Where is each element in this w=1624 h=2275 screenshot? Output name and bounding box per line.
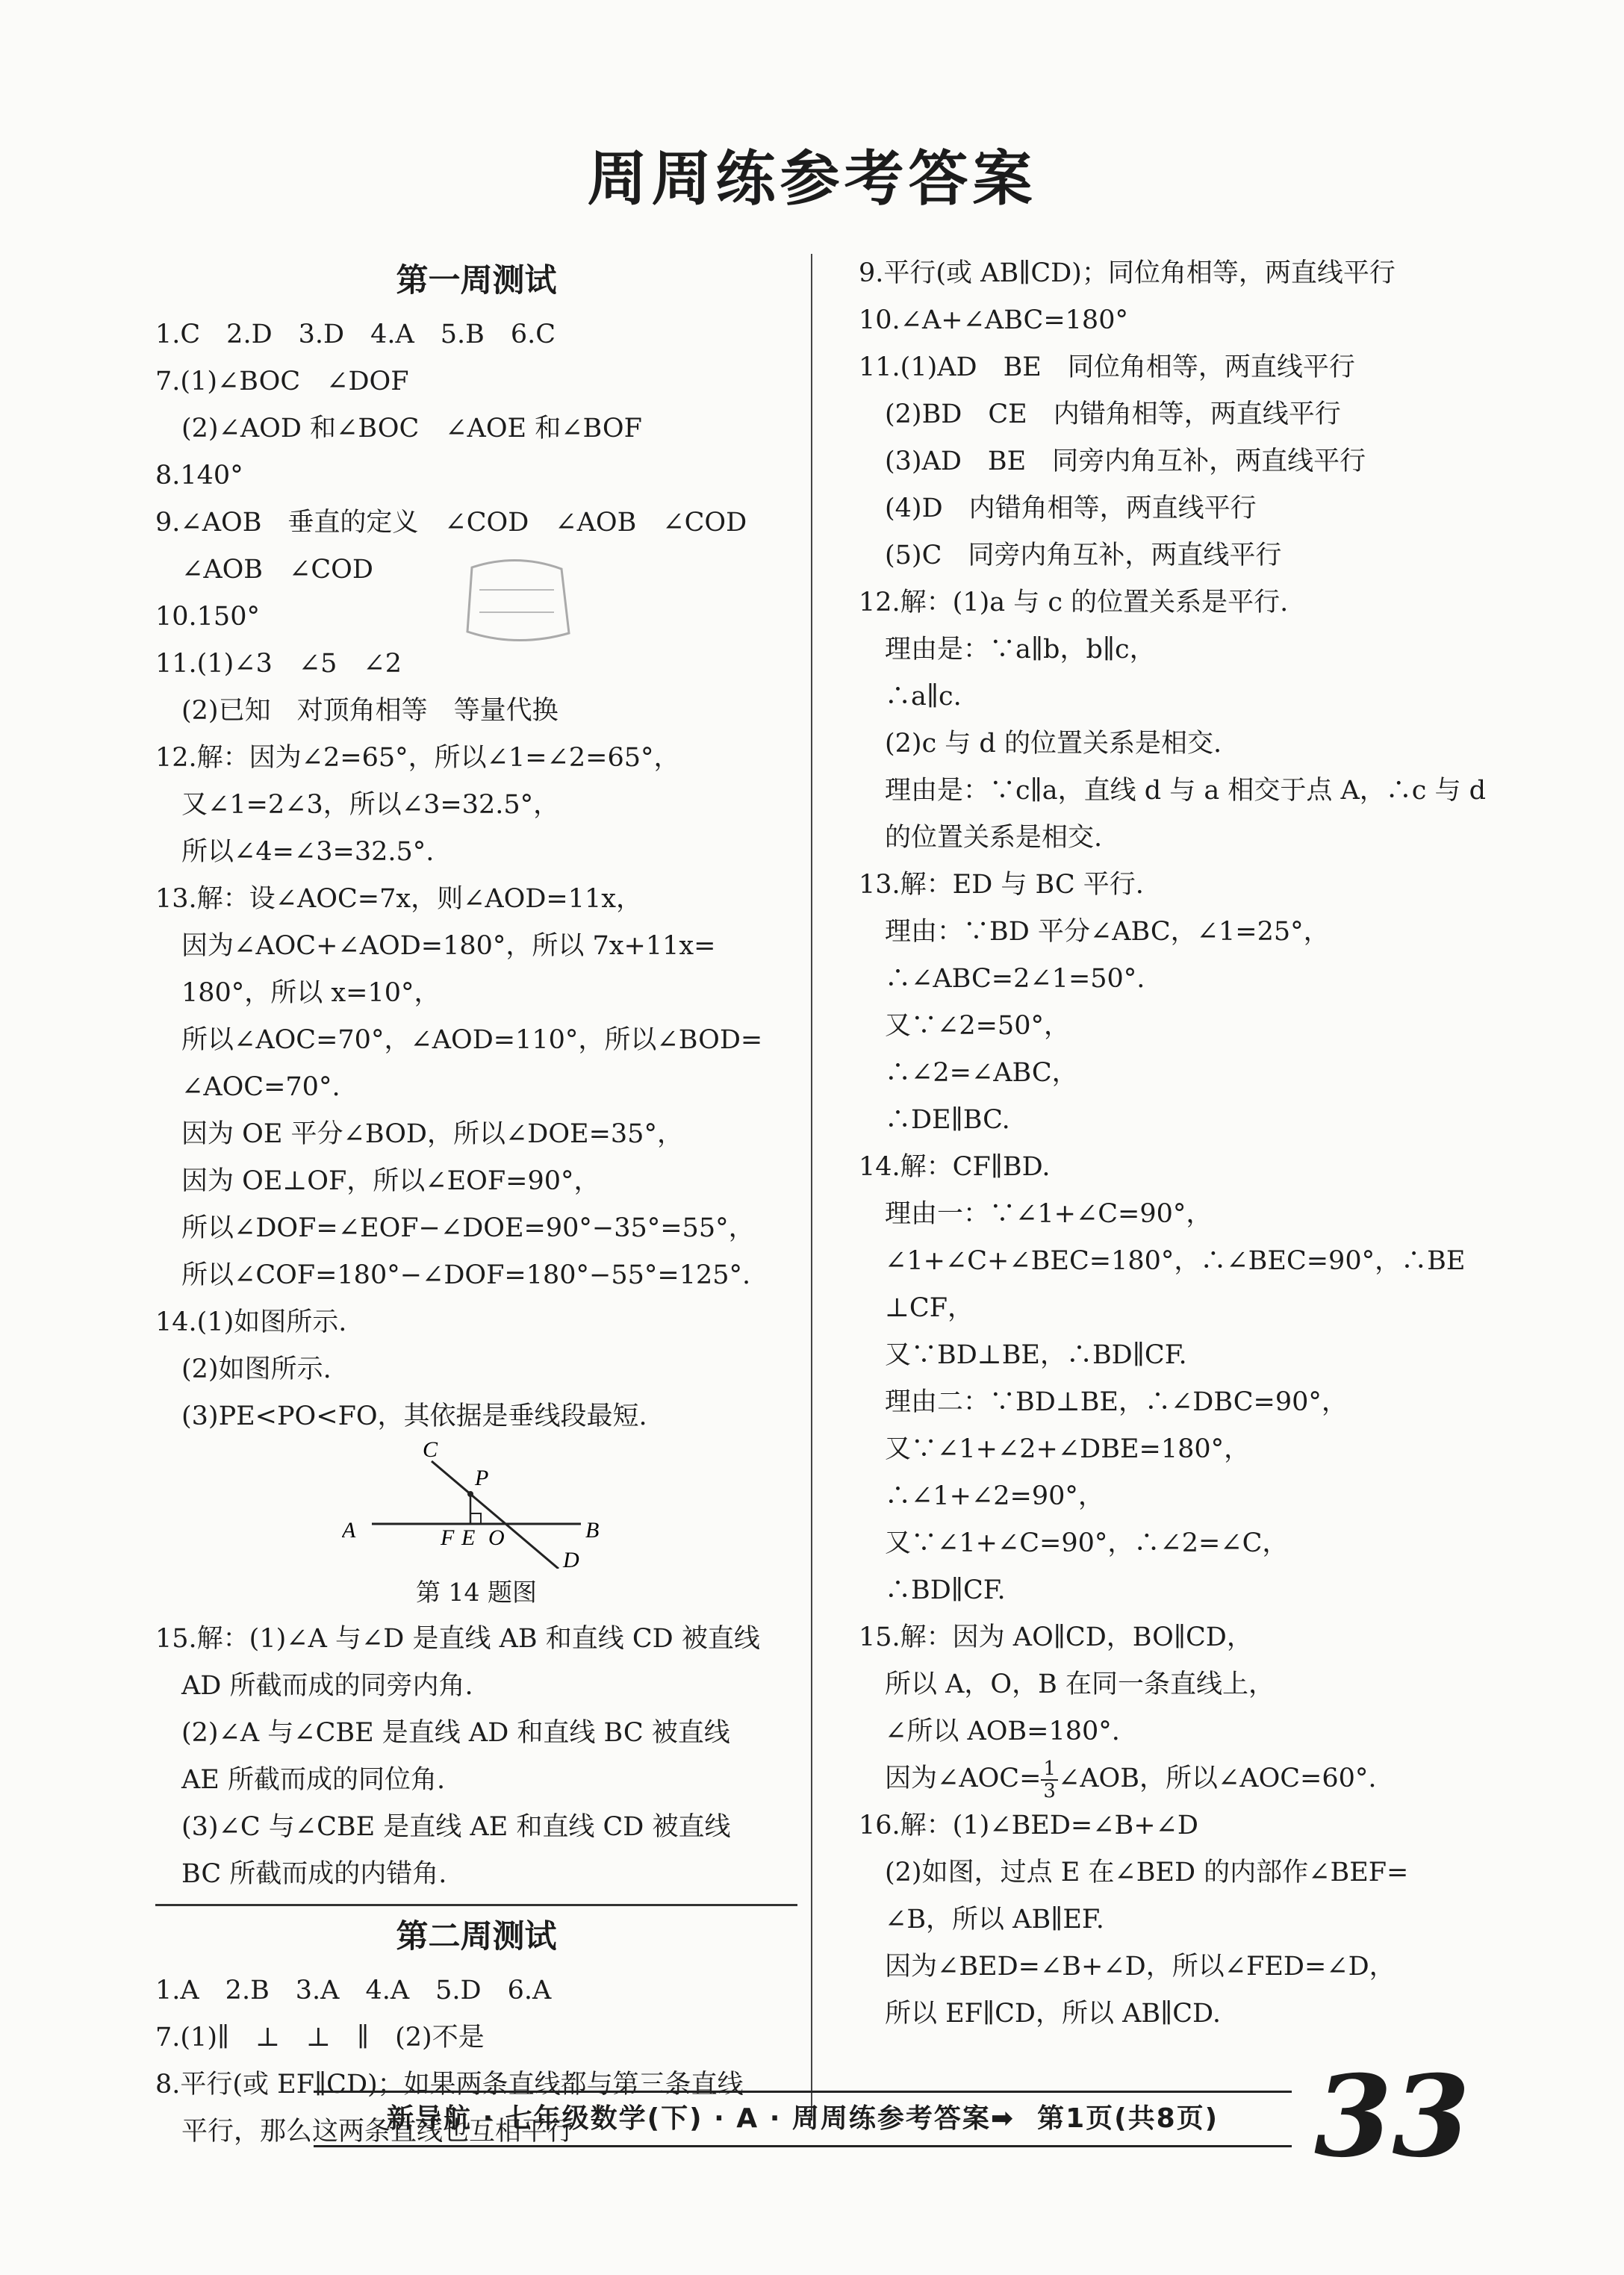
- label-d: D: [563, 1548, 579, 1569]
- answer-line: 所以∠4=∠3=32.5°.: [155, 837, 435, 867]
- page-number: 33: [1314, 2051, 1470, 2182]
- answer-line: 10.∠A+∠ABC=180°: [859, 305, 1128, 335]
- answer-line: (2)BD CE 内错角相等，两直线平行: [859, 399, 1341, 429]
- answer-line: 理由是：∵c∥a，直线 d 与 a 相交于点 A，∴c 与 d: [859, 776, 1487, 806]
- answer-line: 15.解：(1)∠A 与∠D 是直线 AB 和直线 CD 被直线: [155, 1624, 760, 1654]
- fraction-denominator: 3: [1043, 1779, 1056, 1802]
- answer-line: (2)已知 对顶角相等 等量代换: [155, 696, 559, 726]
- answer-line: 14.(1)如图所示.: [155, 1307, 347, 1337]
- footer-title: 新导航 · 七年级数学(下) · A · 周周练参考答案➡: [386, 2103, 1015, 2134]
- left-column: [155, 250, 797, 2156]
- answer-line: BC 所截而成的内错角.: [155, 1859, 447, 1889]
- answer-line: 平行，那么这两条直线也互相平行: [155, 2117, 574, 2147]
- answer-line: ∠AOC=70°.: [155, 1072, 340, 1102]
- answer-line: 因为∠BED=∠B+∠D，所以∠FED=∠D，: [859, 1952, 1396, 1982]
- answer-line: 理由：∵BD 平分∠ABC，∠1=25°，: [859, 917, 1330, 947]
- answer-line: 9.平行(或 AB∥CD)；同位角相等，两直线平行: [859, 258, 1396, 288]
- answer-line: ∴DE∥BC.: [859, 1105, 1010, 1135]
- answer-line: ∴a∥c.: [859, 682, 962, 712]
- label-a: A: [342, 1518, 356, 1543]
- fraction-numerator: 1: [1041, 1758, 1058, 1781]
- week2-heading: 第二周测试: [155, 1904, 797, 1967]
- answer-line: 1.C 2.D 3.D 4.A 5.B 6.C: [155, 320, 556, 349]
- answer-line: 8.平行(或 EF∥CD)；如果两条直线都与第三条直线: [155, 2070, 744, 2100]
- answer-line: 理由是：∵a∥b，b∥c，: [859, 635, 1156, 665]
- answer-line: 又∵∠1+∠C=90°，∴∠2=∠C，: [859, 1528, 1289, 1558]
- week2-answers-right: [859, 250, 1487, 1755]
- answer-line: (2)c 与 d 的位置关系是相交.: [859, 729, 1222, 759]
- answer-line: 所以∠DOF=∠EOF−∠DOE=90°−35°=55°，: [155, 1213, 755, 1243]
- answer-line: 11.(1)∠3 ∠5 ∠2: [155, 649, 402, 679]
- answer-line: 的位置关系是相交.: [859, 823, 1103, 853]
- answer-line: 12.解：(1)a 与 c 的位置关系是平行.: [859, 588, 1289, 617]
- answer-line: ∠所以 AOB=180°.: [859, 1717, 1120, 1746]
- answer-line: 12.解：因为∠2=65°，所以∠1=∠2=65°，: [155, 743, 680, 773]
- figure-q14: [155, 1440, 797, 1569]
- answer-line: (2)∠A 与∠CBE 是直线 AD 和直线 BC 被直线: [155, 1718, 730, 1748]
- label-f: F: [441, 1525, 455, 1550]
- week1-heading: 第一周测试: [396, 262, 557, 299]
- answer-line: 所以 EF∥CD，所以 AB∥CD.: [859, 1999, 1221, 2029]
- answer-line: (5)C 同旁内角互补，两直线平行: [859, 541, 1282, 570]
- week1-answers: [155, 311, 797, 1440]
- answer-line: 理由一：∵∠1+∠C=90°，: [859, 1199, 1213, 1229]
- answer-line: 10.150°: [155, 602, 260, 632]
- fraction-prefix: 因为∠AOC=: [859, 1764, 1042, 1793]
- label-e: E: [461, 1525, 476, 1550]
- answer-line: AD 所截而成的同旁内角.: [155, 1671, 473, 1701]
- answer-line: ∠1+∠C+∠BEC=180°，∴∠BEC=90°，∴BE: [859, 1246, 1466, 1276]
- answer-line: 13.解：设∠AOC=7x，则∠AOD=11x，: [155, 884, 643, 914]
- answer-line: 又∵∠1+∠2+∠DBE=180°，: [859, 1434, 1251, 1464]
- answer-line: (4)D 内错角相等，两直线平行: [859, 494, 1257, 523]
- fraction-line: [859, 1755, 1449, 1802]
- geometry-figure: [342, 1440, 611, 1569]
- footer-page-info: 第1页(共8页): [1037, 2103, 1219, 2134]
- answer-line: 又∠1=2∠3，所以∠3=32.5°，: [155, 790, 560, 820]
- answer-line: (2)如图，过点 E 在∠BED 的内部作∠BEF=: [859, 1858, 1409, 1887]
- answer-line: 所以∠COF=180°−∠DOF=180°−55°=125°.: [155, 1260, 751, 1290]
- answer-line: 13.解：ED 与 BC 平行.: [859, 870, 1144, 900]
- answer-line: 180°，所以 x=10°，: [155, 978, 441, 1008]
- answer-line: 16.解：(1)∠BED=∠B+∠D: [859, 1811, 1198, 1840]
- answer-line: 1.A 2.B 3.A 4.A 5.D 6.A: [155, 1976, 552, 2005]
- answer-line: 理由二：∵BD⊥BE，∴∠DBC=90°，: [859, 1387, 1348, 1417]
- figure-caption: 第 14 题图: [416, 1578, 537, 1607]
- answer-line: (3)AD BE 同旁内角互补，两直线平行: [859, 446, 1366, 476]
- answer-line: 又∵BD⊥BE，∴BD∥CF.: [859, 1340, 1187, 1370]
- column-divider: [811, 254, 812, 2120]
- answer-line: ∴BD∥CF.: [859, 1575, 1006, 1605]
- answer-line: (3)∠C 与∠CBE 是直线 AE 和直线 CD 被直线: [155, 1812, 731, 1842]
- answer-line: 7.(1)∥ ⊥ ⊥ ∥ (2)不是: [155, 2023, 485, 2053]
- answer-line: 因为 OE⊥OF，所以∠EOF=90°，: [155, 1166, 600, 1196]
- answer-line: AE 所截而成的同位角.: [155, 1765, 446, 1795]
- answer-line: ∠AOB ∠COD: [155, 555, 373, 585]
- label-b: B: [585, 1518, 600, 1543]
- page-title: 周周练参考答案: [587, 144, 1037, 214]
- footer-bar: [314, 2091, 1292, 2147]
- right-column: [859, 250, 1487, 2038]
- week1-answers-continued: [155, 1616, 797, 1898]
- answer-line: 9.∠AOB 垂直的定义 ∠COD ∠AOB ∠COD: [155, 508, 747, 538]
- watermark-stamp-icon: [457, 553, 576, 650]
- answer-line: 7.(1)∠BOC ∠DOF: [155, 367, 409, 396]
- answer-line: 因为∠AOC+∠AOD=180°，所以 7x+11x=: [155, 931, 716, 961]
- answer-line: 15.解：因为 AO∥CD，BO∥CD，: [859, 1622, 1253, 1652]
- answer-line: 又∵∠2=50°，: [859, 1011, 1070, 1041]
- answer-line: 所以∠AOC=70°，∠AOD=110°，所以∠BOD=: [155, 1025, 763, 1055]
- answer-line: 14.解：CF∥BD.: [859, 1152, 1051, 1182]
- answer-line: ∴∠ABC=2∠1=50°.: [859, 964, 1145, 994]
- week2-answers-right-continued: [859, 1802, 1449, 2038]
- answer-line: 所以 A，O，B 在同一条直线上，: [859, 1669, 1275, 1699]
- answer-line: ∴∠2=∠ABC，: [859, 1058, 1078, 1088]
- answer-line: (3)PE<PO<FO，其依据是垂线段最短.: [155, 1401, 647, 1431]
- answer-line: (2)∠AOD 和∠BOC ∠AOE 和∠BOF: [155, 414, 642, 444]
- label-p: P: [475, 1466, 489, 1490]
- label-c: C: [423, 1440, 438, 1462]
- answer-line: ∠B，所以 AB∥EF.: [859, 1905, 1104, 1935]
- answer-line: (2)如图所示.: [155, 1354, 332, 1384]
- answer-line: 8.140°: [155, 461, 243, 491]
- answer-line: ∴∠1+∠2=90°，: [859, 1481, 1104, 1511]
- label-o: O: [488, 1525, 505, 1550]
- fraction: [1041, 1758, 1058, 1802]
- answer-line: ⊥CF，: [859, 1293, 974, 1323]
- fraction-suffix: ∠AOB，所以∠AOC=60°.: [1057, 1764, 1377, 1793]
- answer-line: 因为 OE 平分∠BOD，所以∠DOE=35°，: [155, 1119, 683, 1149]
- answer-line: 11.(1)AD BE 同位角相等，两直线平行: [859, 352, 1355, 382]
